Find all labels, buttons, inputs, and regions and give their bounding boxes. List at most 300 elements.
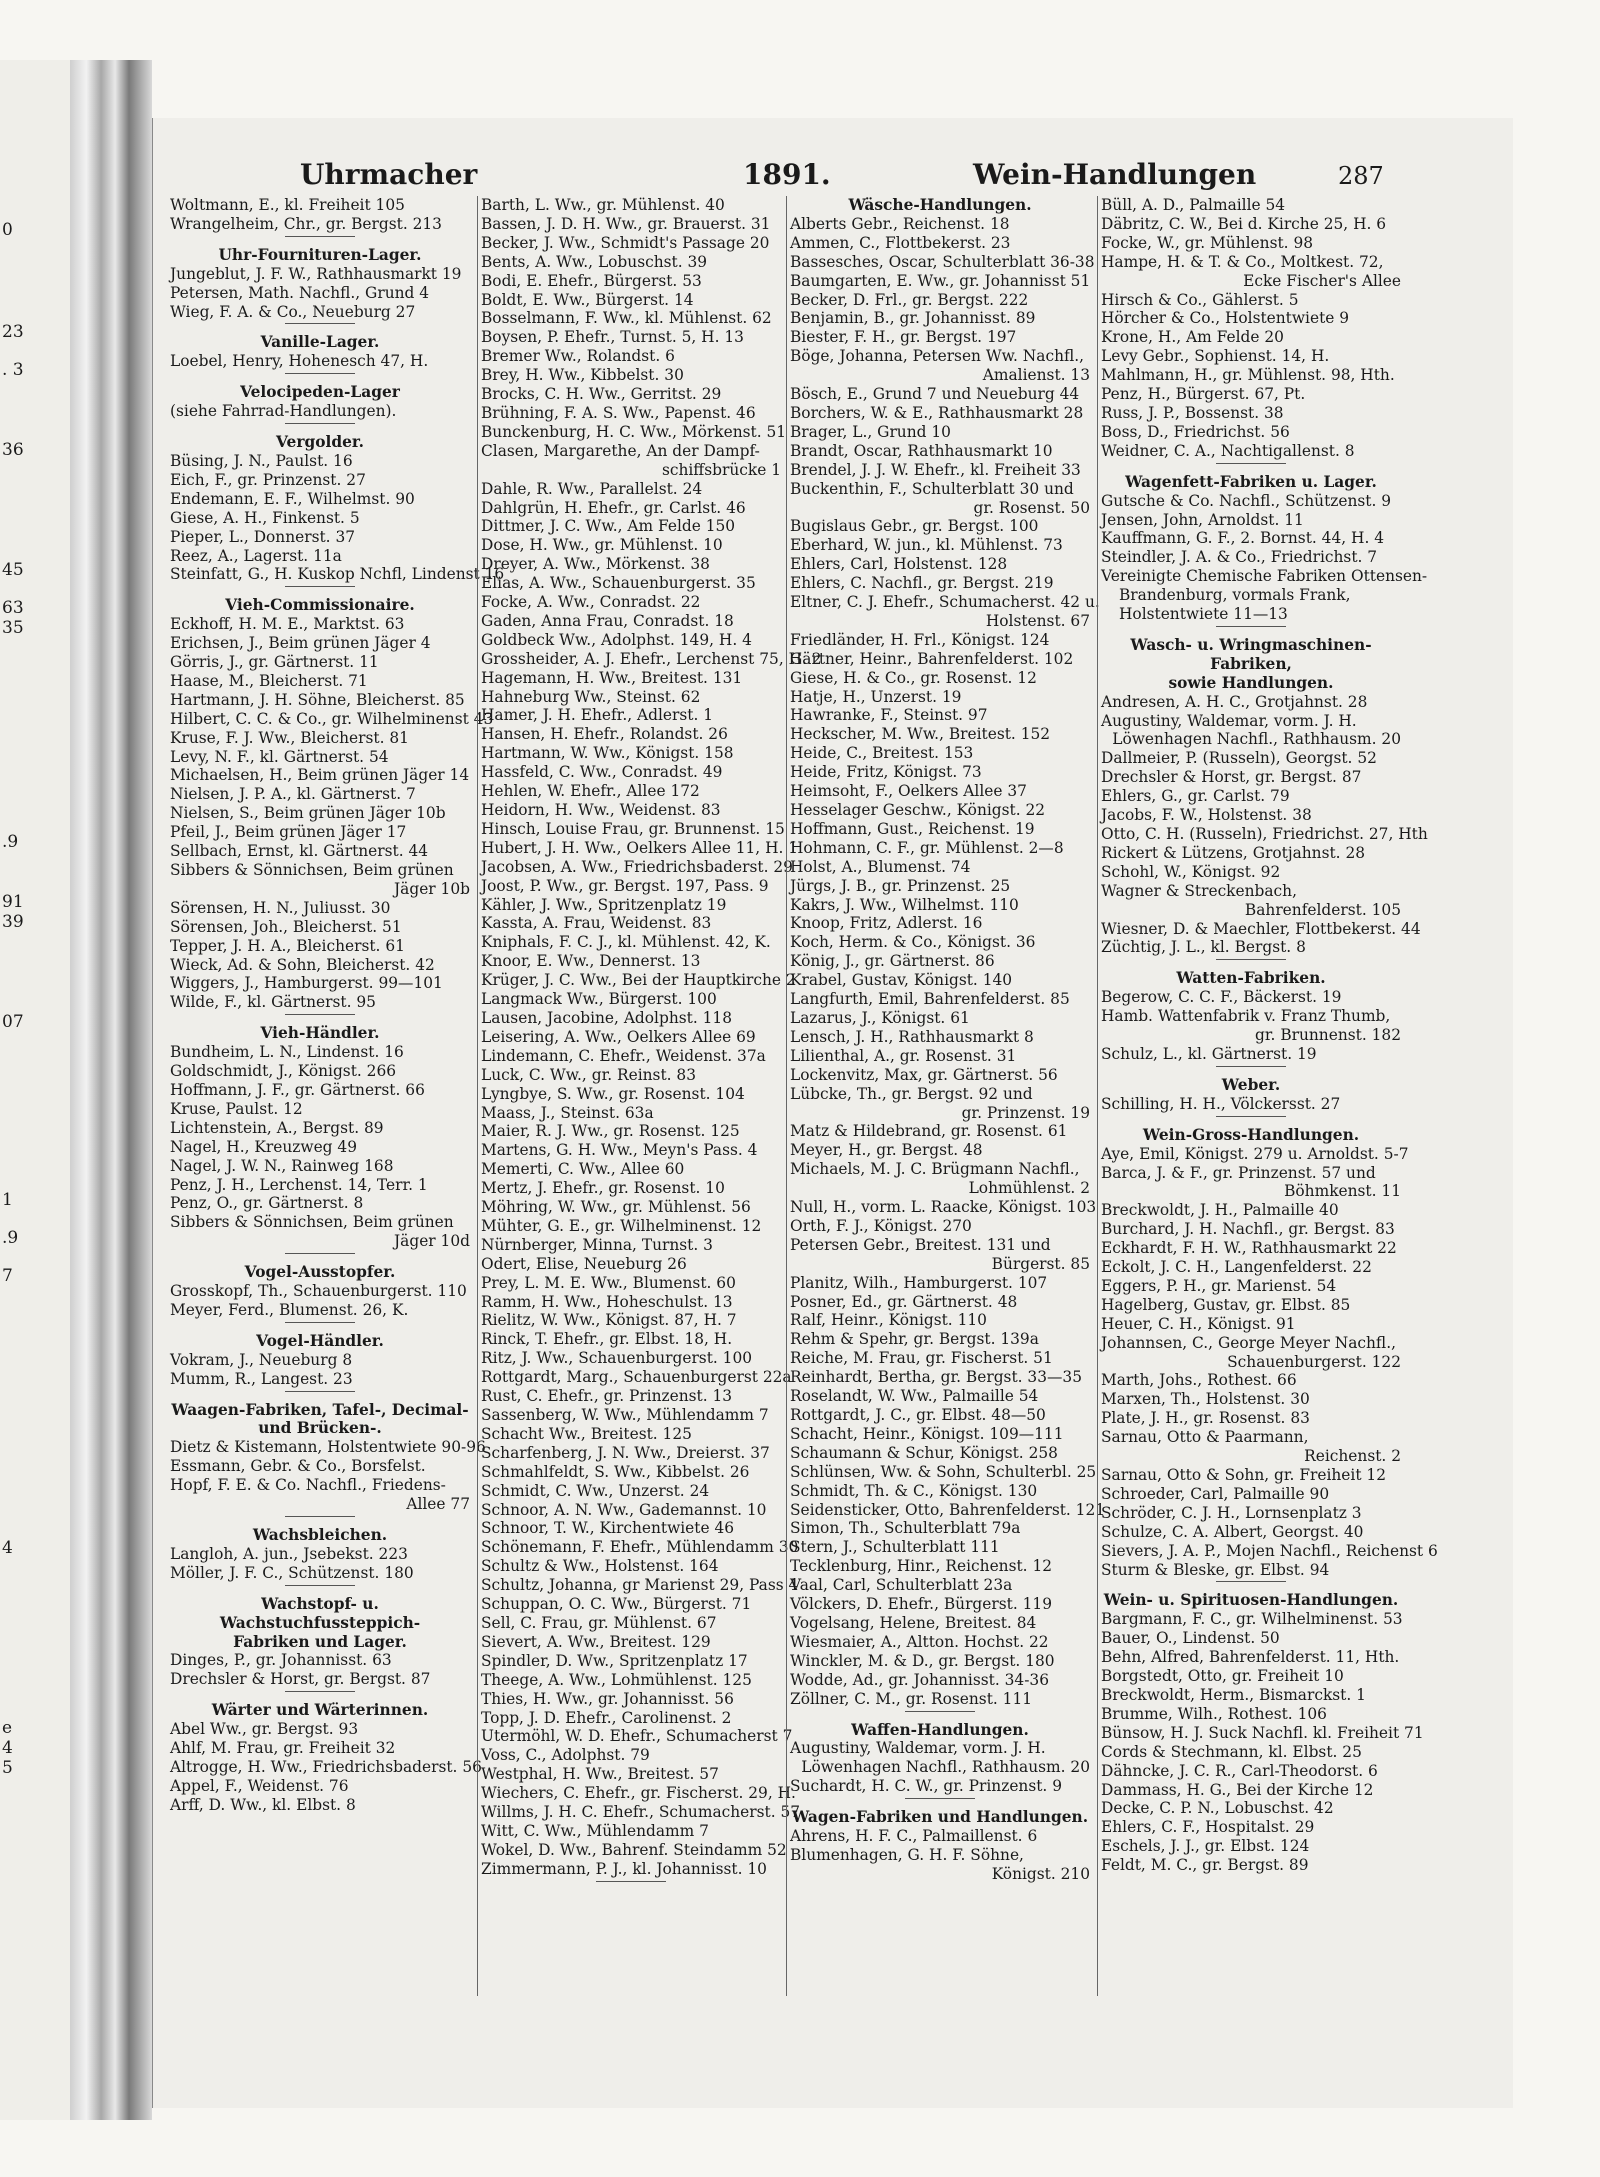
directory-entry: Boysen, P. Ehefr., Turnst. 5, H. 13 (481, 328, 744, 347)
directory-entry: Sievers, J. A. P., Mojen Nachfl., Reichenst 6 (1101, 1541, 1438, 1560)
directory-entry: Voss, C., Adolphst. 79 (481, 1746, 650, 1765)
directory-entry: Simon, Th., Schulterblatt 79a (790, 1519, 1021, 1538)
directory-entry: Völckers, D. Ehefr., Bürgerst. 119 (790, 1595, 1052, 1614)
directory-entry: Petersen Gebr., Breitest. 131 und (790, 1235, 1051, 1254)
directory-entry: Hassfeld, C. Ww., Conradst. 49 (481, 763, 723, 782)
directory-entry: Drechsler & Horst, gr. Bergst. 87 (1101, 768, 1362, 787)
directory-entry: Ammen, C., Flottbekerst. 23 (790, 233, 1011, 252)
directory-entry: Haase, M., Bleicherst. 71 (170, 671, 368, 690)
directory-entry: Eschels, J. J., gr. Elbst. 124 (1101, 1837, 1310, 1856)
directory-entry: Cords & Stechmann, kl. Elbst. 25 (1101, 1742, 1362, 1761)
directory-entry: Holstenst. 67 (985, 611, 1090, 630)
directory-entry: Eckolt, J. C. H., Langenfelderst. 22 (1101, 1258, 1372, 1277)
column-divider (477, 196, 478, 1996)
directory-entry: Krüger, J. C. Ww., Bei der Hauptkirche 2 (481, 971, 796, 990)
directory-entry: Rust, C. Ehefr., gr. Prinzenst. 13 (481, 1387, 733, 1406)
directory-entry: Amalienst. 13 (982, 366, 1090, 385)
directory-entry: Memerti, C. Ww., Allee 60 (481, 1160, 685, 1179)
directory-entry: Hamer, J. H. Ehefr., Adlerst. 1 (481, 706, 714, 725)
directory-entry: Arff, D. Ww., kl. Elbst. 8 (170, 1795, 356, 1814)
directory-entry: Vokram, J., Neueburg 8 (170, 1350, 353, 1369)
section-heading: und Brücken-. (258, 1419, 382, 1438)
directory-entry: Willms, J. H. C. Ehefr., Schumacherst. 57 (481, 1803, 801, 1822)
section-heading: Vanille-Lager. (260, 333, 380, 352)
column-3 (790, 196, 1106, 1884)
directory-entry: Topp, J. D. Ehefr., Carolinenst. 2 (481, 1708, 732, 1727)
directory-entry: Sassenberg, W. Ww., Mühlendamm 7 (481, 1406, 769, 1424)
directory-entry: Holstentwiete 11—13 (1119, 605, 1288, 624)
section-rule (905, 1711, 975, 1712)
directory-entry: Wokel, D. Ww., Bahrenf. Steindamm 52 (481, 1840, 787, 1859)
directory-entry: Ritz, J. Ww., Schauenburgerst. 100 (481, 1349, 753, 1368)
directory-entry: Allee 77 (406, 1495, 470, 1514)
directory-entry: Bosselmann, F. Ww., kl. Mühlenst. 62 (481, 309, 772, 328)
directory-entry: Maier, R. J. Ww., gr. Rosenst. 125 (481, 1122, 740, 1141)
directory-entry: Langfurth, Emil, Bahrenfelderst. 85 (790, 990, 1070, 1009)
directory-entry: Hagelberg, Gustav, gr. Elbst. 85 (1101, 1295, 1351, 1314)
directory-entry: Joost, P. Ww., gr. Bergst. 197, Pass. 9 (481, 876, 769, 895)
directory-entry: Weidner, C. A., Nachtigallenst. 8 (1101, 441, 1355, 460)
directory-entry: Levy, N. F., kl. Gärtnerst. 54 (170, 747, 389, 766)
directory-entry: Vereinigte Chemische Fabriken Ottensen- (1101, 567, 1428, 586)
directory-entry: schiffsbrücke 1 (661, 460, 781, 479)
directory-entry: Marxen, Th., Holstenst. 30 (1101, 1390, 1310, 1409)
directory-entry: Görris, J., gr. Gärtnerst. 11 (170, 653, 379, 672)
directory-entry: Däbritz, C. W., Bei d. Kirche 25, H. 6 (1101, 214, 1387, 233)
directory-entry: Lausen, Jacobine, Adolphst. 118 (481, 1008, 732, 1027)
directory-entry: Schauenburgerst. 122 (1227, 1352, 1401, 1371)
margin-page-fragment: 1 (2, 1190, 13, 1210)
directory-entry: Barth, L. Ww., gr. Mühlenst. 40 (481, 196, 725, 214)
directory-entry: Lazarus, J., Königst. 61 (790, 1008, 970, 1027)
directory-entry: Eich, F., gr. Prinzenst. 27 (170, 470, 366, 489)
directory-entry: Martens, G. H. Ww., Meyn's Pass. 4 (481, 1141, 758, 1160)
directory-entry: Bunckenburg, H. C. Ww., Mörkenst. 51 (481, 422, 787, 441)
directory-entry: Züchtig, J. L., kl. Bergst. 8 (1101, 938, 1306, 957)
section-rule (285, 236, 355, 237)
directory-entry: Reinhardt, Bertha, gr. Bergst. 33—35 (790, 1368, 1082, 1387)
directory-entry: Schacht Ww., Breitest. 125 (481, 1424, 692, 1443)
directory-entry: Hoffmann, J. F., gr. Gärtnerst. 66 (170, 1080, 425, 1099)
section-rule (285, 1585, 355, 1586)
directory-entry: Brühning, F. A. S. Ww., Papenst. 46 (481, 403, 756, 422)
directory-entry: Tecklenburg, Hinr., Reichenst. 12 (790, 1557, 1053, 1576)
directory-entry: Alberts Gebr., Reichenst. 18 (790, 214, 1010, 233)
section-heading: Uhr-Fournituren-Lager. (218, 245, 422, 264)
section-rule (1216, 626, 1286, 627)
directory-entry: Eberhard, W. jun., kl. Mühlenst. 73 (790, 536, 1063, 555)
section-heading: Vieh-Commissionaire. (225, 596, 415, 615)
directory-entry: Schnoor, A. N. Ww., Gademannst. 10 (481, 1500, 767, 1519)
directory-entry: Wiesmaier, A., Altton. Hochst. 22 (790, 1632, 1049, 1651)
column-1 (170, 196, 505, 1815)
margin-page-fragment: 35 (2, 618, 24, 638)
section-rule (285, 1253, 355, 1254)
directory-entry: Ramm, H. Ww., Hoheschulst. 13 (481, 1292, 733, 1311)
directory-entry: Heckscher, M. Ww., Breitest. 152 (790, 725, 1051, 744)
margin-page-fragment: 36 (2, 440, 24, 460)
directory-entry: Brocks, C. H. Ww., Gerritst. 29 (481, 385, 722, 404)
directory-entry: Dähncke, J. C. R., Carl-Theodorst. 6 (1101, 1761, 1378, 1780)
directory-entry: gr. Rosenst. 50 (973, 498, 1090, 517)
directory-entry: Lensch, J. H., Rathhausmarkt 8 (790, 1027, 1034, 1046)
section-rule (285, 1322, 355, 1323)
section-heading: Wachstopf- u. Wachstuchfussteppich- (219, 1594, 421, 1632)
directory-entry: Grosskopf, Th., Schauenburgerst. 110 (170, 1282, 467, 1301)
directory-entry: Dittmer, J. C. Ww., Am Felde 150 (481, 517, 736, 536)
section-rule (285, 423, 355, 424)
section-heading: Wäsche-Handlungen. (848, 196, 1032, 214)
directory-entry: Goldbeck Ww., Adolphst. 149, H. 4 (481, 630, 752, 649)
directory-entry: Steindler, J. A. & Co., Friedrichst. 7 (1101, 548, 1378, 567)
directory-entry: Schmahlfeldt, S. Ww., Kibbelst. 26 (481, 1462, 750, 1481)
directory-entry: Wieck, Ad. & Sohn, Bleicherst. 42 (170, 955, 435, 974)
directory-entry: Abel Ww., gr. Bergst. 93 (170, 1720, 359, 1739)
directory-entry: Heide, C., Breitest. 153 (790, 744, 974, 763)
directory-entry: Feldt, M. C., gr. Bergst. 89 (1101, 1856, 1309, 1875)
directory-entry: Mertz, J. Ehefr., gr. Rosenst. 10 (481, 1179, 725, 1198)
directory-entry: Wiechers, C. Ehefr., gr. Fischerst. 29, H. (481, 1784, 796, 1803)
directory-entry: Eckhoff, H. M. E., Marktst. 63 (170, 615, 405, 634)
directory-entry: Goldschmidt, J., Königst. 266 (170, 1062, 397, 1081)
directory-entry: Meyer, Ferd., Blumenst. 26, K. (170, 1300, 409, 1319)
section-heading: Wärter und Wärterinnen. (211, 1701, 429, 1720)
directory-entry: Böhmkenst. 11 (1284, 1182, 1401, 1201)
directory-entry: Ahrens, H. F. C., Palmaillenst. 6 (790, 1827, 1038, 1846)
section-rule (1216, 1066, 1286, 1067)
margin-page-fragment: 7 (2, 1266, 13, 1286)
directory-entry: Schilling, H. H., Völckersst. 27 (1101, 1094, 1341, 1113)
directory-entry: Büll, A. D., Palmaille 54 (1101, 196, 1286, 214)
directory-entry: Bugislaus Gebr., gr. Bergst. 100 (790, 517, 1039, 536)
directory-entry: Dose, H. Ww., gr. Mühlenst. 10 (481, 536, 723, 555)
directory-entry: Sarnau, Otto & Paarmann, (1101, 1428, 1309, 1447)
directory-entry: Eckhardt, F. H. W., Rathhausmarkt 22 (1101, 1239, 1397, 1258)
directory-entry: Wieg, F. A. & Co., Neueburg 27 (170, 302, 416, 321)
directory-entry: Heide, Fritz, Königst. 73 (790, 763, 982, 782)
directory-entry: Posner, Ed., gr. Gärtnerst. 48 (790, 1292, 1018, 1311)
directory-entry: Bauer, O., Lindenst. 50 (1101, 1629, 1280, 1648)
directory-entry: Blumenhagen, G. H. F. Söhne, (790, 1845, 1024, 1864)
directory-entry: gr. Prinzenst. 19 (961, 1103, 1090, 1122)
section-heading: sowie Handlungen. (1168, 673, 1334, 692)
directory-entry: Westphal, H. Ww., Breitest. 57 (481, 1765, 719, 1784)
directory-entry: Ehlers, C. Nachfl., gr. Bergst. 219 (790, 574, 1054, 593)
directory-entry: Begerow, C. C. F., Bäckerst. 19 (1101, 988, 1342, 1007)
directory-entry: Schaumann & Schur, Königst. 258 (790, 1443, 1058, 1462)
section-rule (1216, 1116, 1286, 1117)
section-heading: Wein-Gross-Handlungen. (1142, 1125, 1360, 1144)
section-heading: Vergolder. (276, 433, 364, 452)
directory-entry: Hamb. Wattenfabrik v. Franz Thumb, (1101, 1007, 1391, 1026)
margin-page-fragment: 23 (2, 322, 24, 342)
directory-entry: Hesselager Geschw., Königst. 22 (790, 801, 1046, 819)
directory-entry: Knoop, Fritz, Adlerst. 16 (790, 914, 983, 933)
directory-entry: Wrangelheim, Chr., gr. Bergst. 213 (170, 214, 442, 233)
margin-page-fragment: 0 (2, 220, 13, 240)
directory-entry: Rehm & Spehr, gr. Bergst. 139a (790, 1330, 1039, 1349)
section-heading: Velocipeden-Lager (240, 383, 400, 402)
directory-entry: Penz, O., gr. Gärtnerst. 8 (170, 1194, 364, 1213)
directory-entry: Nagel, J. W. N., Rainweg 168 (170, 1156, 394, 1175)
directory-entry: gr. Brunnenst. 182 (1255, 1026, 1401, 1045)
directory-entry: Roselandt, W. Ww., Palmaille 54 (790, 1387, 1039, 1406)
directory-entry: Jungeblut, J. F. W., Rathhausmarkt 19 (170, 264, 462, 283)
directory-entry: Essmann, Gebr. & Co., Borsfelst. (170, 1457, 426, 1476)
directory-entry: Altrogge, H. Ww., Friedrichsbaderst. 56 (170, 1757, 482, 1776)
margin-page-fragment: . 3 (2, 360, 24, 380)
directory-entry: Clasen, Margarethe, An der Dampf- (481, 441, 760, 460)
directory-entry: Sievert, A. Ww., Breitest. 129 (481, 1632, 711, 1651)
directory-entry: Andresen, A. H. C., Grotjahnst. 28 (1101, 692, 1368, 711)
section-heading: Wagen-Fabriken und Handlungen. (791, 1808, 1089, 1827)
directory-entry: Elias, A. Ww., Schauenburgerst. 35 (481, 574, 756, 593)
margin-page-fragment: 4 (2, 1538, 13, 1558)
directory-entry: Giese, A. H., Finkenst. 5 (170, 508, 360, 527)
directory-entry: Hawranke, F., Steinst. 97 (790, 706, 988, 725)
directory-entry: Bodi, E. Ehefr., Bürgerst. 53 (481, 271, 702, 290)
directory-entry: Augustiny, Waldemar, vorm. J. H. (1101, 711, 1357, 730)
directory-entry: Knoor, E. Ww., Dennerst. 13 (481, 952, 701, 971)
directory-entry: Utermöhl, W. D. Ehefr., Schumacherst 7 (481, 1727, 793, 1746)
directory-entry: Gaden, Anna Frau, Conradst. 18 (481, 611, 734, 630)
directory-entry: Null, H., vorm. L. Raacke, Königst. 103 (790, 1198, 1097, 1217)
directory-entry: Brandenburg, vormals Frank, (1119, 586, 1351, 605)
page-header (258, 158, 1408, 194)
directory-entry: Nielsen, S., Beim grünen Jäger 10b (170, 804, 446, 823)
directory-entry: Burchard, J. H. Nachfl., gr. Bergst. 83 (1101, 1220, 1395, 1239)
section-heading: Vieh-Händler. (260, 1024, 380, 1043)
directory-entry: Möller, J. F. C., Schützenst. 180 (170, 1563, 414, 1582)
directory-entry: Holst, A., Blumenst. 74 (790, 857, 971, 876)
directory-entry: Kruse, Paulst. 12 (170, 1099, 303, 1118)
margin-page-fragment: e (2, 1718, 13, 1738)
section-rule (285, 1691, 355, 1692)
directory-entry: Jäger 10d (394, 1232, 470, 1251)
directory-entry: Hagemann, H. Ww., Breitest. 131 (481, 668, 743, 687)
directory-entry: Baumgarten, E. Ww., gr. Johannisst 51 (790, 271, 1091, 290)
directory-entry: Brey, H. Ww., Kibbelst. 30 (481, 366, 684, 385)
directory-entry: Jacobs, F. W., Holstenst. 38 (1101, 806, 1312, 825)
directory-entry: Grossheider, A. J. Ehefr., Lerchenst 75, H. 2 (481, 649, 822, 668)
directory-entry: Hartmann, W. Ww., Königst. 158 (481, 744, 734, 763)
directory-entry: Sibbers & Sönnichsen, Beim grünen (170, 1213, 454, 1232)
directory-entry: Heimsoht, F., Oelkers Allee 37 (790, 782, 1027, 801)
directory-entry: Borchers, W. & E., Rathhausmarkt 28 (790, 403, 1084, 422)
section-rule (1216, 1581, 1286, 1582)
directory-entry: Hörcher & Co., Holstentwiete 9 (1101, 309, 1350, 328)
margin-page-fragment: 07 (2, 1012, 24, 1032)
directory-entry: Bremer Ww., Rolandst. 6 (481, 347, 675, 366)
directory-entry: Schulz, L., kl. Gärtnerst. 19 (1101, 1044, 1317, 1063)
directory-entry: Schlünsen, Ww. & Sohn, Schulterbl. 25 (790, 1462, 1097, 1481)
margin-page-fragment: 4 (2, 1738, 13, 1758)
directory-entry: Scharfenberg, J. N. Ww., Dreierst. 37 (481, 1443, 770, 1462)
directory-entry: Jensen, John, Arnoldst. 11 (1101, 510, 1304, 529)
directory-entry: Bürgerst. 85 (991, 1254, 1090, 1273)
directory-entry: Dreyer, A. Ww., Mörkenst. 38 (481, 555, 710, 574)
directory-entry: Luck, C. Ww., gr. Reinst. 83 (481, 1065, 697, 1084)
page-number: 287 (1338, 162, 1384, 190)
directory-entry: Lyngbye, S. Ww., gr. Rosenst. 104 (481, 1084, 745, 1103)
directory-entry: Kakrs, J. Ww., Wilhelmst. 110 (790, 895, 1019, 914)
directory-entry: Jacobsen, A. Ww., Friedrichsbaderst. 29 (481, 857, 793, 876)
directory-entry: Erichsen, J., Beim grünen Jäger 4 (170, 634, 431, 653)
directory-entry: Dallmeier, P. (Russeln), Georgst. 52 (1101, 749, 1377, 768)
section-rule (285, 586, 355, 587)
directory-entry: Mühter, G. E., gr. Wilhelminenst. 12 (481, 1216, 762, 1235)
header-left-title: Uhrmacher (300, 158, 478, 191)
directory-entry: Schultz, Johanna, gr Marienst 29, Pass 4 (481, 1576, 799, 1595)
directory-entry: Friedländer, H. Frl., Königst. 124 (790, 630, 1050, 649)
column-divider (1097, 196, 1098, 1996)
directory-entry: Borgstedt, Otto, gr. Freiheit 10 (1101, 1667, 1344, 1686)
directory-entry: Becker, D. Frl., gr. Bergst. 222 (790, 290, 1029, 309)
margin-page-fragment: 5 (2, 1758, 13, 1778)
directory-entry: Nielsen, J. P. A., kl. Gärtnerst. 7 (170, 785, 416, 804)
directory-entry: Michaelsen, H., Beim grünen Jäger 14 (170, 766, 470, 785)
directory-entry: Reiche, M. Frau, gr. Fischerst. 51 (790, 1349, 1053, 1368)
directory-entry: Penz, H., Bürgerst. 67, Pt. (1101, 385, 1306, 404)
directory-entry: Focke, A. Ww., Conradst. 22 (481, 593, 701, 612)
directory-entry: Kniphals, F. C. J., kl. Mühlenst. 42, K. (481, 933, 771, 952)
directory-entry: Spindler, D. Ww., Spritzenplatz 17 (481, 1651, 748, 1670)
directory-entry: Brendel, J. J. W. Ehefr., kl. Freiheit 33 (790, 460, 1081, 479)
directory-entry: Brager, L., Grund 10 (790, 422, 951, 441)
directory-entry: Hatje, H., Unzerst. 19 (790, 687, 962, 706)
directory-entry: Bösch, E., Grund 7 und Neueburg 44 (790, 385, 1080, 404)
directory-entry: Ehlers, C. F., Hospitalst. 29 (1101, 1818, 1315, 1837)
directory-entry: Schohl, W., Königst. 92 (1101, 862, 1281, 881)
directory-entry: Biester, F. H., gr. Bergst. 197 (790, 328, 1017, 347)
directory-entry: Tepper, J. H. A., Bleicherst. 61 (170, 936, 405, 955)
section-heading: Wachsbleichen. (252, 1526, 388, 1544)
section-rule (285, 1516, 355, 1517)
directory-entry: Schulze, C. A. Albert, Georgst. 40 (1101, 1522, 1364, 1541)
margin-page-fragment: 63 (2, 598, 24, 618)
directory-entry: Bargmann, F. C., gr. Wilhelminenst. 53 (1101, 1610, 1403, 1629)
directory-entry: Petersen, Math. Nachfl., Grund 4 (170, 283, 430, 302)
directory-entry: Schacht, Heinr., Königst. 109—111 (790, 1424, 1064, 1443)
directory-entry: Lockenvitz, Max, gr. Gärtnerst. 56 (790, 1065, 1058, 1084)
section-rule (905, 1798, 975, 1799)
directory-entry: Hartmann, J. H. Söhne, Bleicherst. 85 (170, 690, 465, 709)
directory-entry: Reichenst. 2 (1304, 1447, 1401, 1466)
directory-entry: Becker, J. Ww., Schmidt's Passage 20 (481, 233, 770, 252)
section-heading: Waagen-Fabriken, Tafel-, Decimal- (171, 1400, 469, 1419)
directory-entry: Möhring, W. Ww., gr. Mühlenst. 56 (481, 1198, 751, 1217)
directory-entry: Dahlgrün, H. Ehefr., gr. Carlst. 46 (481, 498, 746, 517)
directory-entry: Hahneburg Ww., Steinst. 62 (481, 687, 701, 706)
directory-entry: Rielitz, W. Ww., Königst. 87, H. 7 (481, 1311, 737, 1330)
directory-entry: Lindemann, C. Ehefr., Weidenst. 37a (481, 1046, 766, 1065)
directory-entry: Wilde, F., kl. Gärtnerst. 95 (170, 993, 376, 1012)
directory-entry: Winckler, M. & D., gr. Bergst. 180 (790, 1651, 1055, 1670)
directory-entry: Eltner, C. J. Ehefr., Schumacherst. 42 u. (790, 593, 1100, 612)
directory-entry: Giese, H. & Co., gr. Rosenst. 12 (790, 668, 1037, 687)
header-year: 1891. (743, 158, 831, 191)
directory-entry: Lübcke, Th., gr. Bergst. 92 und (790, 1084, 1033, 1103)
section-heading: Watten-Fabriken. (1176, 969, 1326, 988)
directory-entry: Steinfatt, G., H. Kuskop Nchfl, Lindenst 16 (170, 565, 505, 584)
directory-entry: Marth, Johs., Rothest. 66 (1101, 1371, 1297, 1390)
directory-entry: Vaal, Carl, Schulterblatt 23a (790, 1576, 1013, 1595)
directory-entry: Kähler, J. Ww., Spritzenplatz 19 (481, 895, 727, 914)
directory-entry: Brumme, Wilh., Rothest. 106 (1101, 1704, 1327, 1723)
directory-entry: Plate, J. H., gr. Rosenst. 83 (1101, 1409, 1310, 1428)
directory-entry: Bassesches, Oscar, Schulterblatt 36-38 (790, 252, 1095, 271)
directory-entry: Rickert & Lützens, Grotjahnst. 28 (1101, 843, 1366, 862)
directory-entry: Krone, H., Am Felde 20 (1101, 328, 1284, 347)
directory-entry: Augustiny, Waldemar, vorm. J. H. (790, 1739, 1046, 1758)
directory-entry: Lilienthal, A., gr. Rosenst. 31 (790, 1046, 1017, 1065)
directory-entry: Matz & Hildebrand, gr. Rosenst. 61 (790, 1122, 1068, 1141)
directory-entry: Eggers, P. H., gr. Marienst. 54 (1101, 1276, 1337, 1295)
margin-page-fragment: 91 (2, 892, 24, 912)
directory-entry: Breckwoldt, Herm., Bismarckst. 1 (1101, 1685, 1366, 1704)
directory-entry: Hilbert, C. C. & Co., gr. Wilhelminenst 43 (170, 709, 494, 728)
directory-entry: Behn, Alfred, Bahrenfelderst. 11, Hth. (1101, 1648, 1400, 1667)
directory-entry: Ecke Fischer's Allee (1243, 271, 1401, 290)
directory-entry: Stern, J., Schulterblatt 111 (790, 1538, 1000, 1557)
directory-entry: Woltmann, E., kl. Freiheit 105 (170, 196, 405, 214)
section-rule (285, 373, 355, 374)
directory-entry: Heidorn, H. Ww., Weidenst. 83 (481, 801, 721, 819)
directory-entry: Schuppan, O. C. Ww., Bürgerst. 71 (481, 1595, 752, 1614)
directory-entry: Kassta, A. Frau, Weidenst. 83 (481, 914, 712, 933)
directory-entry: Hubert, J. H. Ww., Oelkers Allee 11, H. 1 (481, 838, 799, 857)
directory-entry: Benjamin, B., gr. Johannisst. 89 (790, 309, 1036, 328)
directory-entry: Otto, C. H. (Russeln), Friedrichst. 27, Hth (1101, 825, 1428, 843)
directory-entry: Planitz, Wilh., Hamburgerst. 107 (790, 1273, 1048, 1292)
directory-entry: Brandt, Oscar, Rathhausmarkt 10 (790, 441, 1053, 460)
directory-entry: Sarnau, Otto & Sohn, gr. Freiheit 12 (1101, 1466, 1386, 1484)
directory-entry: Boldt, E. Ww., Bürgerst. 14 (481, 290, 694, 309)
directory-entry: Nagel, H., Kreuzweg 49 (170, 1137, 358, 1156)
header-right-title: Wein-Handlungen (973, 158, 1257, 191)
directory-entry: Sörensen, H. N., Juliusst. 30 (170, 898, 391, 917)
section-heading: Weber. (1221, 1075, 1281, 1094)
directory-entry: Focke, W., gr. Mühlenst. 98 (1101, 233, 1314, 252)
directory-entry: Johannsen, C., George Meyer Nachfl., (1101, 1333, 1396, 1352)
directory-entry: Dinges, P., gr. Johannisst. 63 (170, 1651, 392, 1670)
directory-entry: Thies, H. Ww., gr. Johannisst. 56 (481, 1689, 734, 1708)
directory-entry: Odert, Elise, Neueburg 26 (481, 1254, 687, 1273)
directory-entry: Ehlers, Carl, Holstenst. 128 (790, 555, 1008, 574)
directory-entry: Prey, L. M. E. Ww., Blumenst. 60 (481, 1273, 736, 1292)
directory-entry: Schmidt, Th. & C., Königst. 130 (790, 1481, 1038, 1500)
directory-entry: Gärtner, Heinr., Bahrenfelderst. 102 (790, 649, 1074, 668)
section-heading: Wasch- u. Wringmaschinen-Fabriken, (1130, 635, 1372, 673)
directory-entry: Pfeil, J., Beim grünen Jäger 17 (170, 823, 407, 842)
directory-entry: Boss, D., Friedrichst. 56 (1101, 422, 1290, 441)
directory-entry: Rinck, T. Ehefr., gr. Elbst. 18, H. (481, 1330, 733, 1349)
directory-entry: Hoffmann, Gust., Reichenst. 19 (790, 819, 1035, 838)
directory-entry: Langloh, A. jun., Jsebekst. 223 (170, 1544, 408, 1563)
section-heading: Wein- u. Spirituosen-Handlungen. (1103, 1591, 1399, 1610)
directory-entry: Kruse, F. J. Ww., Bleicherst. 81 (170, 728, 409, 747)
directory-entry: Ralf, Heinr., Königst. 110 (790, 1311, 987, 1330)
directory-entry: Lohmühlenst. 2 (968, 1179, 1090, 1198)
directory-entry: Jürgs, J. B., gr. Prinzenst. 25 (790, 876, 1011, 895)
directory-entry: Dietz & Kistemann, Holstentwiete 90-96 (170, 1438, 486, 1457)
section-rule (285, 323, 355, 324)
directory-entry: Hansen, H. Ehefr., Rolandst. 26 (481, 725, 728, 744)
directory-entry: Wiesner, D. & Maechler, Flottbekerst. 44 (1101, 919, 1421, 938)
book-spine (70, 60, 152, 2120)
directory-entry: Maass, J., Steinst. 63a (481, 1103, 654, 1122)
directory-entry: Jäger 10b (394, 879, 470, 898)
